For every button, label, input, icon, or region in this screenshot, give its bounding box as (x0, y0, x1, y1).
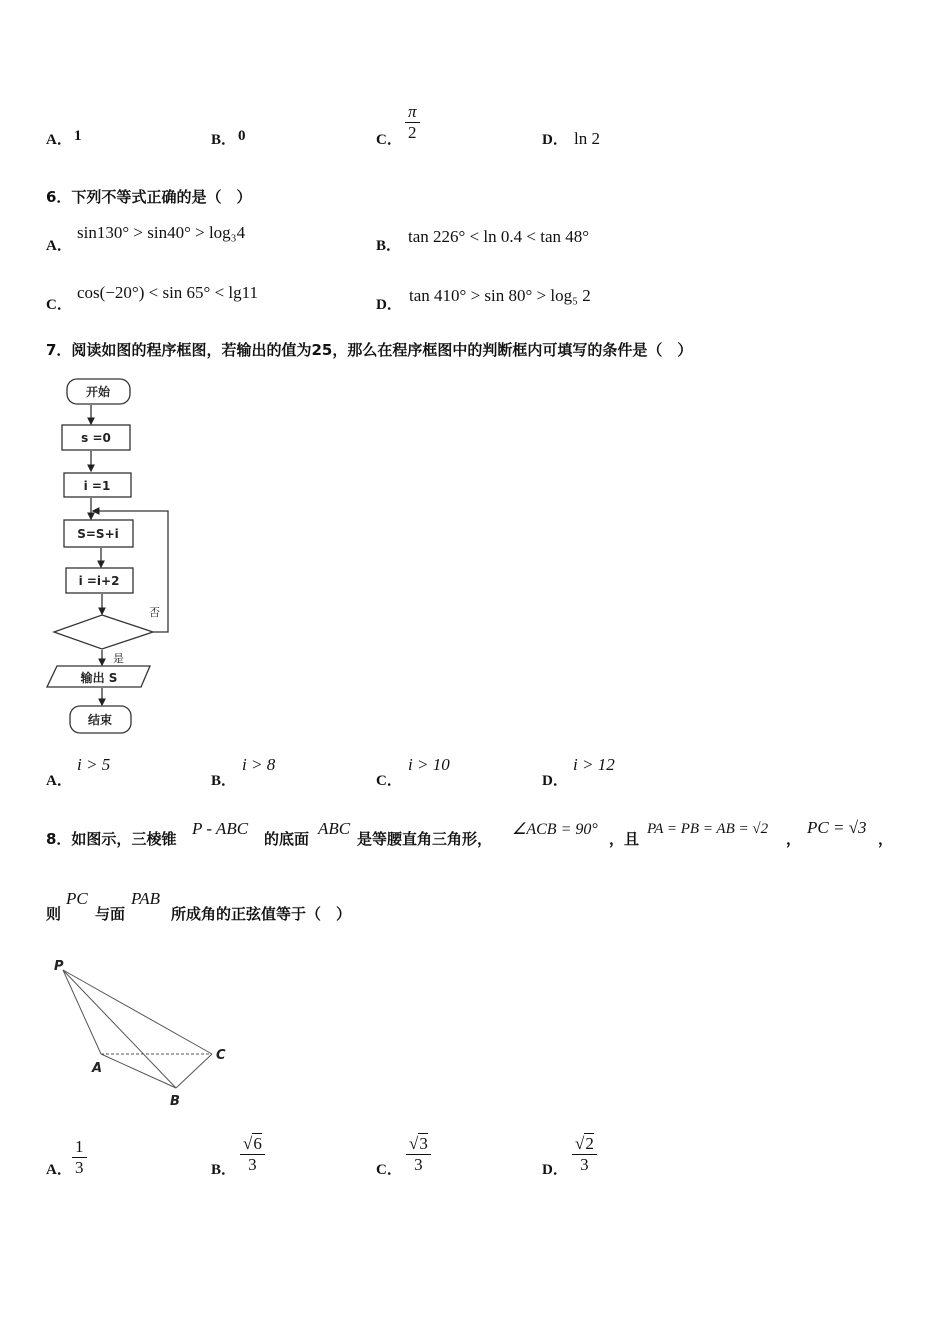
option-b-label: B． (211, 132, 237, 148)
option-a-fraction (72, 1138, 87, 1177)
option-c-label: C． (46, 297, 72, 313)
option-c-label: C． (376, 132, 402, 148)
sqrt-sign: √ (575, 1134, 585, 1153)
option-c-fraction (405, 103, 420, 142)
flow-no-label: 否 (149, 606, 160, 619)
option-b-label: B． (211, 773, 237, 789)
q8-line2-pc: PC (66, 889, 88, 908)
q8-text-6: ， (878, 830, 894, 848)
flow-end-text: 结束 (87, 713, 113, 727)
option-c-label: C． (376, 773, 402, 789)
vertex-c-label: C (216, 1048, 226, 1063)
fraction-numerator: 1 (72, 1138, 87, 1158)
option-d-label: D． (542, 1162, 568, 1178)
option-b-label: B． (376, 238, 402, 254)
q8-math-lengths: PA = PB = AB = √2 (647, 821, 769, 837)
vertex-a-label: A (92, 1061, 103, 1076)
q8-line2-pab: PAB (131, 889, 160, 908)
question-title: 6．下列不等式正确的是（ ） (46, 188, 252, 206)
q8-math-pc: PC = √3 (807, 818, 867, 837)
q8-text-1: 8．如图示，三棱锥 (46, 830, 177, 848)
fraction-denominator: 3 (248, 1154, 257, 1174)
q8-line2-a: 则 (46, 905, 62, 923)
option-a-label: A． (46, 773, 72, 789)
flowchart (40, 372, 190, 742)
option-b-expr: tan 226° < ln 0.4 < tan 48° (408, 227, 590, 246)
option-d-expr: i > 12 (573, 755, 615, 774)
option-d-label: D． (542, 132, 568, 148)
option-a-value: 1 (74, 128, 82, 144)
flow-i1-text: i =1 (83, 479, 111, 493)
option-a-label: A． (46, 1162, 72, 1178)
fraction-denominator: 3 (414, 1154, 423, 1174)
q8-line2-b: 与面 (95, 905, 126, 923)
q8-text-5: ， (786, 830, 802, 848)
option-d-label: D． (376, 297, 402, 313)
fraction-denominator: 2 (408, 122, 417, 142)
option-d-fraction (572, 1135, 597, 1174)
fraction-numerator: 6 (253, 1134, 262, 1153)
pyramid-figure (40, 950, 240, 1115)
option-a-expr: i > 5 (77, 755, 111, 774)
option-b-fraction (240, 1135, 265, 1174)
q8-math-angle: ∠ACB = 90° (512, 821, 598, 838)
flow-decision (54, 615, 153, 649)
fraction-denominator: 3 (75, 1157, 84, 1177)
option-a-label: A． (46, 238, 72, 254)
option-a-label: A． (46, 132, 72, 148)
option-b-expr: i > 8 (242, 755, 276, 774)
q8-text-2: 的底面 (264, 830, 310, 848)
fraction-denominator: 3 (580, 1154, 589, 1174)
flow-sum-text: S=S+i (77, 527, 119, 541)
option-c-label: C． (376, 1162, 402, 1178)
option-d-label: D． (542, 773, 568, 789)
q8-math-abc: ABC (318, 819, 351, 838)
sqrt-sign: √ (243, 1134, 253, 1153)
fraction-numerator: π (405, 103, 420, 123)
fraction-numerator: 2 (585, 1134, 594, 1153)
question-title: 7．阅读如图的程序框图，若输出的值为25，那么在程序框图中的判断框内可填写的条件是（ ） (46, 341, 693, 359)
q8-text-4: ，且 (609, 830, 640, 848)
vertex-b-label: B (170, 1094, 180, 1109)
flow-start-text: 开始 (85, 385, 111, 399)
option-c-expr: i > 10 (408, 755, 450, 774)
q8-text-3: 是等腰直角三角形， (357, 830, 493, 848)
option-c-expr: cos(−20°) < sin 65° < lg11 (77, 283, 259, 302)
option-d-expr: tan 410° > sin 80° > log₅ 2 (409, 286, 591, 305)
option-b-label: B． (211, 1162, 237, 1178)
sqrt-sign: √ (409, 1134, 419, 1153)
fraction-numerator: 3 (419, 1134, 428, 1153)
option-a-expr: sin130° > sin40° > log₃4 (77, 223, 246, 242)
option-c-fraction (406, 1135, 431, 1174)
option-b-value: 0 (238, 128, 246, 144)
q8-math-pabc: P - ABC (192, 819, 249, 838)
flow-incr-text: i =i+2 (78, 574, 120, 588)
flow-output-text: 输出 S (80, 671, 118, 685)
flow-yes-label: 是 (113, 652, 124, 665)
q8-line2-c: 所成角的正弦值等于（ ） (171, 905, 352, 923)
option-d-value: ln 2 (574, 129, 600, 148)
vertex-p-label: P (54, 959, 64, 974)
flow-s0-text: s =0 (81, 431, 111, 445)
